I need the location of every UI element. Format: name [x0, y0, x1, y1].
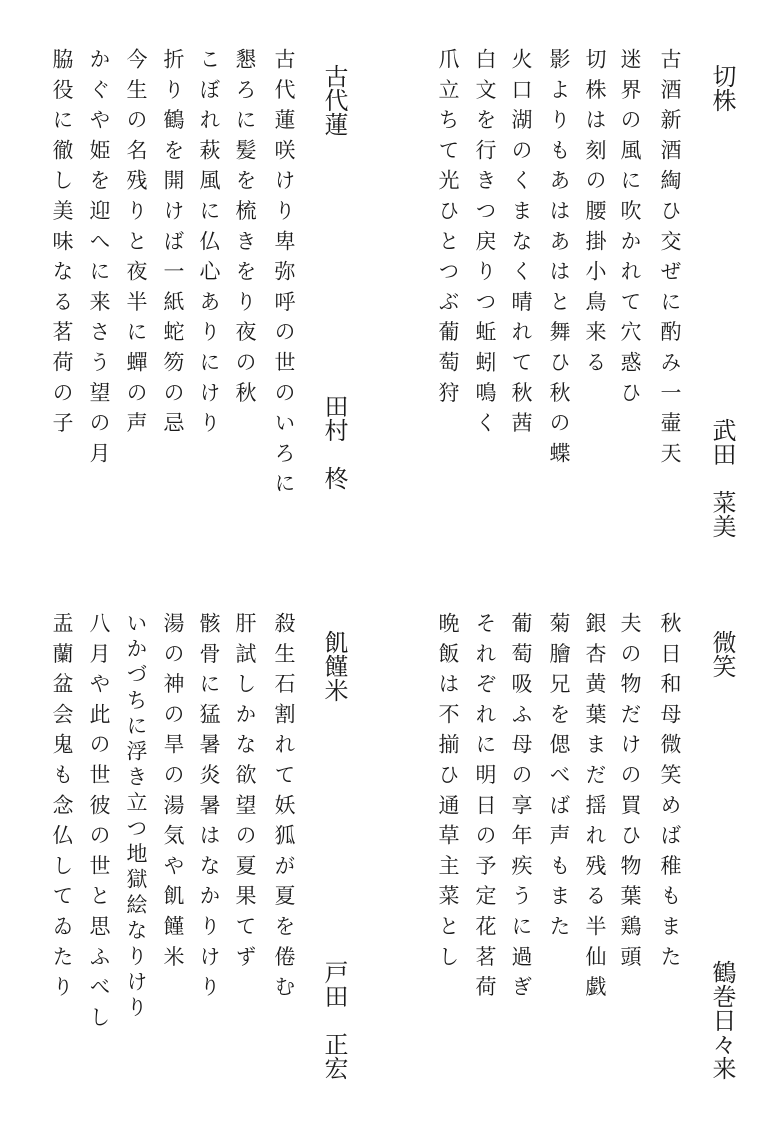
haiku-verse: 白文を行きつ戻りつ蚯蚓鳴く — [473, 48, 497, 442]
haiku-verse: 晩飯は不揃ひ通草主菜とし — [436, 612, 460, 976]
haiku-verse: 爪立ちて光ひとつぶ葡萄狩 — [436, 48, 460, 412]
haiku-verse: 八月や此の世彼の世と思ふべし — [87, 612, 111, 1037]
haiku-verse: 葡萄吸ふ母の享年疾うに過ぎ — [509, 612, 533, 1006]
haiku-verse: 古酒新酒綯ひ交ぜに酌み一壷天 — [658, 48, 682, 473]
section-title-kikinmai: 飢饉米 — [320, 630, 348, 702]
author-tamura: 田村 柊 — [320, 394, 348, 490]
haiku-verse: 懇ろに髪を梳きをり夜の秋 — [233, 48, 257, 412]
section-title-kodaihasu: 古代蓮 — [320, 64, 348, 136]
haiku-verse: 銀杏黄葉まだ揺れ残る半仙戯 — [583, 612, 607, 1006]
haiku-verse: 迷界の風に吹かれて穴惑ひ — [618, 48, 642, 412]
haiku-verse: 盂蘭盆会鬼も念仏してゐたり — [50, 612, 74, 1006]
author-toda: 戸田 正宏 — [320, 960, 348, 1080]
haiku-verse: 影よりもあはあはと舞ひ秋の蝶 — [547, 48, 571, 473]
haiku-verse: 切株は刻の腰掛小鳥来る — [583, 48, 607, 382]
haiku-verse: 折り鶴を開けば一紙蛇笏の忌 — [161, 48, 185, 442]
haiku-verse: 肝試しかな欲望の夏果てず — [233, 612, 257, 976]
author-tsurumaki: 鶴巻日々来 — [708, 960, 736, 1080]
haiku-verse: 火口湖のくまなく晴れて秋茜 — [509, 48, 533, 442]
haiku-verse: 今生の名残りと夜半に蟬の声 — [124, 48, 148, 442]
haiku-verse: 秋日和母微笑めば稚もまた — [658, 612, 682, 976]
haiku-verse: 骸骨に猛暑炎暑はなかりけり — [197, 612, 221, 1006]
section-title-bishou: 微笑 — [708, 630, 736, 678]
haiku-verse: それぞれに明日の予定花茗荷 — [473, 612, 497, 1006]
haiku-verse: かぐや姫を迎へに来さう望の月 — [87, 48, 111, 473]
haiku-verse: こぼれ萩風に仏心ありにけり — [197, 48, 221, 442]
haiku-verse: 湯の神の旱の湯気や飢饉米 — [161, 612, 185, 976]
haiku-verse: 菊膾兄を偲べば声もまた — [547, 612, 571, 946]
haiku-verse: 脇役に徹し美味なる茗荷の子 — [50, 48, 74, 442]
haiku-verse: 夫の物だけの買ひ物葉鶏頭 — [618, 612, 642, 976]
author-takeda: 武田 菜美 — [708, 418, 736, 538]
haiku-verse: 殺生石割れて妖狐が夏を倦む — [272, 612, 296, 1006]
haiku-verse: 古代蓮咲けり卑弥呼の世のいろに — [272, 48, 296, 503]
section-title-kirikabu: 切株 — [708, 64, 736, 112]
haiku-verse: いかづちに浮き立つ地獄絵なりけり — [124, 612, 148, 1022]
